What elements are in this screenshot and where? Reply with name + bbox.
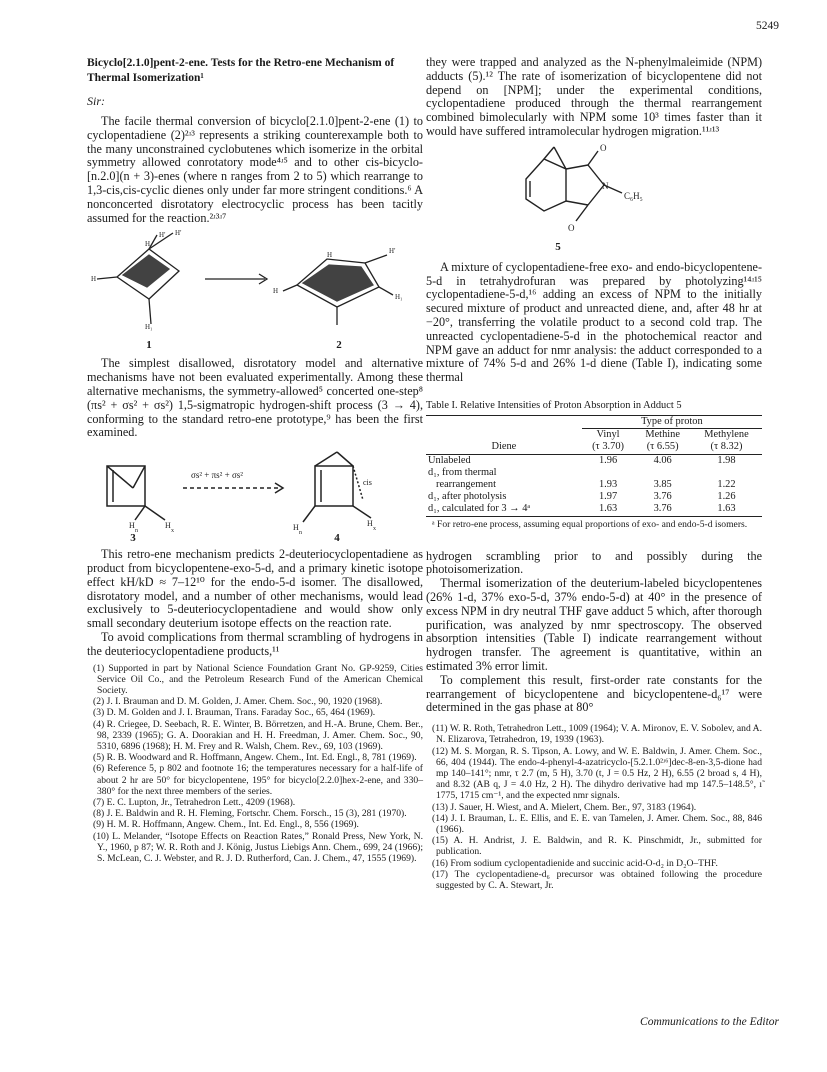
footnote: (1) Supported in part by National Science Foundation Grant No. GP-9259, Cities Service Oil Co., and the Petroleum Research Fund of the American Chemical Society.	[93, 662, 423, 696]
left-column	[87, 56, 423, 864]
table-row	[426, 454, 762, 467]
compound-label-4: 4	[334, 532, 340, 545]
footnote: (14) J. I. Brauman, L. E. Ellis, and E. E. van Tamelen, J. Amer. Chem. Soc., 88, 846 (1966).	[432, 812, 762, 835]
cell: 1.96	[598, 454, 618, 466]
footnote: (11) W. R. Roth, Tetrahedron Lett., 1009 (1964); V. A. Mironov, E. V. Sobolev, and A. N. Elizarova, Tetrahedron, 19, 1939 (1963).	[432, 723, 762, 746]
col-header: Diene	[491, 441, 517, 453]
cell: 1.26	[717, 491, 736, 503]
journal-section-footer: Communications to the Editor	[640, 1016, 779, 1028]
body-paragraph: The simplest disallowed, disrotatory model and alternative mechanisms have not been evaluated experimentally. Among these alternative mechanisms, the symmetry-allowed⁵ concerted one-step⁸ (πs² + σs² + σs²) 1,5-sigmatropic hydrogen-shift process (3 → 4), conforming to the standard retro-ene prototype,⁹ has been the first examined.	[87, 356, 423, 440]
cell: 1.63	[717, 503, 736, 515]
cell: 3.85	[653, 478, 672, 490]
article-title: Bicyclo[2.1.0]pent-2-ene. Tests for the Retro-ene Mechanism of Thermal Isomerization¹	[87, 57, 395, 84]
footnotes-left	[87, 663, 423, 865]
cell: 1.93	[598, 478, 618, 490]
table-title: Table I. Relative Intensities of Proton Absorption in Adduct 5	[426, 399, 682, 411]
cell: 3.76	[653, 503, 672, 515]
footnote: (5) R. B. Woodward and R. Hoffmann, Angew. Chem., Int. Ed. Engl., 8, 781 (1969).	[93, 752, 417, 764]
svg-text:N: N	[602, 180, 609, 191]
svg-text:O: O	[568, 222, 575, 233]
compound-label-2: 2	[336, 339, 342, 352]
footnote: (3) D. M. Golden and J. I. Brauman, Trans. Faraday Soc., 65, 464 (1969).	[93, 707, 376, 719]
footnotes-right	[426, 723, 762, 891]
table-row	[426, 479, 762, 491]
svg-text:O: O	[600, 142, 607, 153]
table-row	[426, 491, 762, 503]
row-label: Unlabeled	[428, 454, 471, 466]
footnote: (17) The cyclopentadiene-d₆ precursor was obtained following the procedure suggested by C. A. Stewart, Jr.	[432, 868, 762, 891]
svg-text:x: x	[373, 526, 376, 533]
svg-text:n: n	[135, 528, 138, 535]
cell	[582, 467, 635, 479]
footnote: (10) L. Melander, “Isotope Effects on Reaction Rates,” Ronald Press, New York, N. Y., 1960, p 87; W. R. Roth and J. König, Justus Liebigs Ann. Chem., 699, 24 (1966); S. McLean, C. J. Webster, and R. J. D. Rutherford, Can. J. Chem., 47, 1555 (1969).	[93, 830, 423, 864]
body-paragraph: The facile thermal conversion of bicyclo[2.1.0]pent-2-ene (1) to cyclopentadiene (2)²ʴ³ represents a striking counterexample both to the many unconstrained cyclobutenes which isomerize in the orbital symmetry allowed conrotatory mode⁴ʴ⁵ and to other cis-bicyclo-[n.2.0](n + 3)-enes (where n ranges from 2 to 5) which rearrange to 1,3-cis,cis-cyclic dienes only under far more stringent conditions.⁶ A nonconcerted disrotatory electrocyclic process has been tacitly assumed for the reaction.²ʴ³ʴ⁷	[87, 114, 423, 225]
row-label: d₁, after photolysis	[428, 491, 507, 503]
col-header: Vinyl	[596, 429, 620, 441]
scheme-1-drawing	[87, 229, 423, 357]
footnote: (6) Reference 5, p 802 and footnote 16; the temperatures necessary for a half-life of about 2 hr are 50° for bicyclopentene, 195° for bicyclo[2.2.0]hex-2-ene, and 330–380° for the next three members of the series.	[93, 763, 423, 797]
svg-text:H: H	[273, 287, 279, 296]
row-label: rearrangement	[436, 478, 496, 490]
scheme-bicyclopentene-to-cyclopentadiene	[87, 229, 423, 357]
svg-text:H′: H′	[159, 231, 166, 240]
body-paragraph: To complement this result, first-order rate constants for the rearrangement of bicyclopentene and bicyclopentene-d₆¹⁷ were determined in the gas phase at 80°	[426, 672, 762, 715]
table-row	[426, 503, 762, 516]
salutation: Sir:	[87, 94, 105, 108]
cell: 3.76	[653, 491, 672, 503]
svg-text:n: n	[299, 530, 302, 537]
cell: 1.22	[717, 478, 736, 490]
svg-text:H₁: H₁	[145, 323, 153, 332]
footnote: (15) A. H. Andrist, J. E. Baldwin, and R. K. Pinschmidt, Jr., submitted for publication.	[432, 835, 762, 858]
table-group-header	[582, 416, 762, 429]
svg-text:H: H	[91, 275, 97, 284]
adduct-drawing	[426, 139, 762, 259]
footnote: (16) From sodium cyclopentadienide and succinic acid-O-d₂ in D₂O–THF.	[432, 857, 718, 869]
right-column	[426, 56, 762, 891]
svg-text:H₁: H₁	[395, 293, 403, 302]
cell: 1.63	[598, 503, 618, 515]
footnote: (4) R. Criegee, D. Seebach, R. E. Winter, B. Börretzen, and H.-A. Brune, Chem. Ber., 98, 2339 (1965); G. A. Doorakian and H. H. Freedman, J. Amer. Chem. Soc., 90, 5310, 6896 (1968); H. M. Frey and R. Walsh, Chem. Rev., 69, 103 (1969).	[93, 718, 423, 752]
footnote: (13) J. Sauer, H. Wiest, and A. Mielert, Chem. Ber., 97, 3183 (1964).	[432, 801, 697, 813]
body-paragraph: hydrogen scrambling prior to and possibly during the photoisomerization.	[426, 548, 762, 577]
row-label: d₁, from thermal	[428, 466, 497, 478]
adduct-5-structure	[426, 139, 762, 259]
footnote: (7) E. C. Lupton, Jr., Tetrahedron Lett., 4209 (1968).	[93, 796, 296, 808]
col-header: Methylene	[704, 429, 749, 441]
cell	[691, 467, 762, 479]
scheme-retro-ene	[87, 444, 423, 544]
cell: 4.06	[653, 454, 672, 466]
body-paragraph: they were trapped and analyzed as the N-phenylmaleimide (NPM) adducts (5).¹² The rate of isomerization of bicyclopentene did not depend on [NPM]; under the experimental conditions, cyclopentadiene produced through the thermal rearrangement combined bimolecularly with NPM some 10³ times faster than it would have suffered intramolecular hydrogen migration.¹¹ʴ¹³	[426, 55, 762, 138]
cell: 1.97	[598, 491, 618, 503]
col-sub: (τ 6.55)	[646, 441, 679, 453]
arrow-orbital-label: σs² + πs² + σs²	[191, 470, 244, 481]
row-label: d₁, calculated for 3 → 4ᵃ	[428, 503, 531, 515]
compound-label-3: 3	[130, 532, 136, 545]
footnote: (12) M. S. Morgan, R. S. Tipson, A. Lowy, and W. E. Baldwin, J. Amer. Chem. Soc., 66, 404 (1944). The endo-4-phenyl-4-azatricyclo-[5.2.1.0²ʴ⁶]dec-8-en-3,5-dione had mp 140–141°; nmr, τ 2.7 (m, 5 H), 3.70 (t, J = 0.5 Hz, 2 H), 6.55 (2 broad s, 4 H), and 8.32 (AB q, J = 4.0 Hz, 2 H). The dihydro derivative had mp 147.5–148.5°, ı̃ 1775, 1715 cm⁻¹, and the expected nmr signals.	[432, 745, 762, 802]
svg-text:H: H	[165, 521, 171, 531]
svg-text:x: x	[171, 528, 174, 535]
proton-intensity-table	[426, 416, 762, 517]
page-number: 5249	[756, 20, 779, 32]
col-sub: (τ 3.70)	[592, 441, 624, 453]
svg-text:H′: H′	[389, 247, 396, 256]
svg-text:C₆H₅: C₆H₅	[624, 190, 643, 201]
col-header: Methine	[645, 429, 680, 441]
cis-label: cis	[363, 478, 372, 488]
svg-text:H: H	[293, 523, 299, 533]
svg-text:H′: H′	[175, 229, 182, 238]
svg-text:H: H	[327, 251, 333, 260]
scheme-2-drawing	[87, 444, 423, 544]
compound-label-1: 1	[146, 339, 152, 352]
footnote: (9) H. M. R. Hoffmann, Angew. Chem., Int. Ed. Engl., 8, 556 (1969).	[93, 819, 359, 831]
body-paragraph: A mixture of cyclopentadiene-free exo- and endo-bicyclopentene-5-d in tetrahydrofuran was prepared by photolyzing¹⁴ʴ¹⁵ cyclopentadiene-5-d,¹⁶ adding an excess of NPM to the initially secured mixture of product and unreacted diene, and, after 48 hr at −20°, transferring the volatile product to a second cold trap. The unreacted cyclopentadiene-5-d in the photochemical reactor and NPM gave an adduct for nmr analysis: the adduct corresponded to a mixture of 74% 5-d and 26% 1-d diene (Table I), indicating some thermal	[426, 259, 762, 385]
table-row	[426, 467, 762, 479]
footnote: (8) J. E. Baldwin and R. H. Fleming, Fortschr. Chem. Forsch., 15 (3), 281 (1970).	[93, 808, 407, 820]
compound-label-5: 5	[555, 240, 561, 253]
table-footnote: ᵃ For retro-ene process, assuming equal proportions of exo- and endo-5-d isomers.	[432, 518, 748, 530]
body-paragraph: To avoid complications from thermal scrambling of hydrogens in the deuteriocyclopentadiene products,¹¹	[87, 629, 423, 658]
svg-text:H: H	[129, 521, 135, 531]
svg-text:H: H	[145, 240, 151, 249]
group-header-text: Type of proton	[641, 415, 703, 427]
col-sub: (τ 8.32)	[710, 441, 743, 453]
cell: 1.98	[717, 454, 736, 466]
cell	[634, 467, 691, 479]
footnote: (2) J. I. Brauman and D. M. Golden, J. Amer. Chem. Soc., 90, 1920 (1968).	[93, 696, 383, 708]
body-paragraph: This retro-ene mechanism predicts 2-deuteriocyclopentadiene as product from bicyclopentene-exo-5-d, and a primary kinetic isotope effect kH/kD ≈ 7–12¹⁰ for the endo-5-d isomer. The disallowed, disrotatory model, and a number of other mechanisms, would lead exclusively to 5-deuteriocyclopentadiene and would show only small secondary deuterium isotope effects on the reaction rate.	[87, 547, 423, 631]
svg-text:H: H	[367, 519, 373, 529]
table-1	[426, 399, 762, 530]
body-paragraph: Thermal isomerization of the deuterium-labeled bicyclopentenes (26% 1-d, 37% exo-5-d, 37% endo-5-d) at 40° in the presence of excess NPM in dry neutral THF gave adduct 5 which, after thorough purification, was analyzed by nmr spectroscopy. The observed absorption intensities (Table I) indicate rearrangement without hydrogen transfer. The agreement is quantitative, within an estimated 3% error limit.	[426, 576, 762, 673]
